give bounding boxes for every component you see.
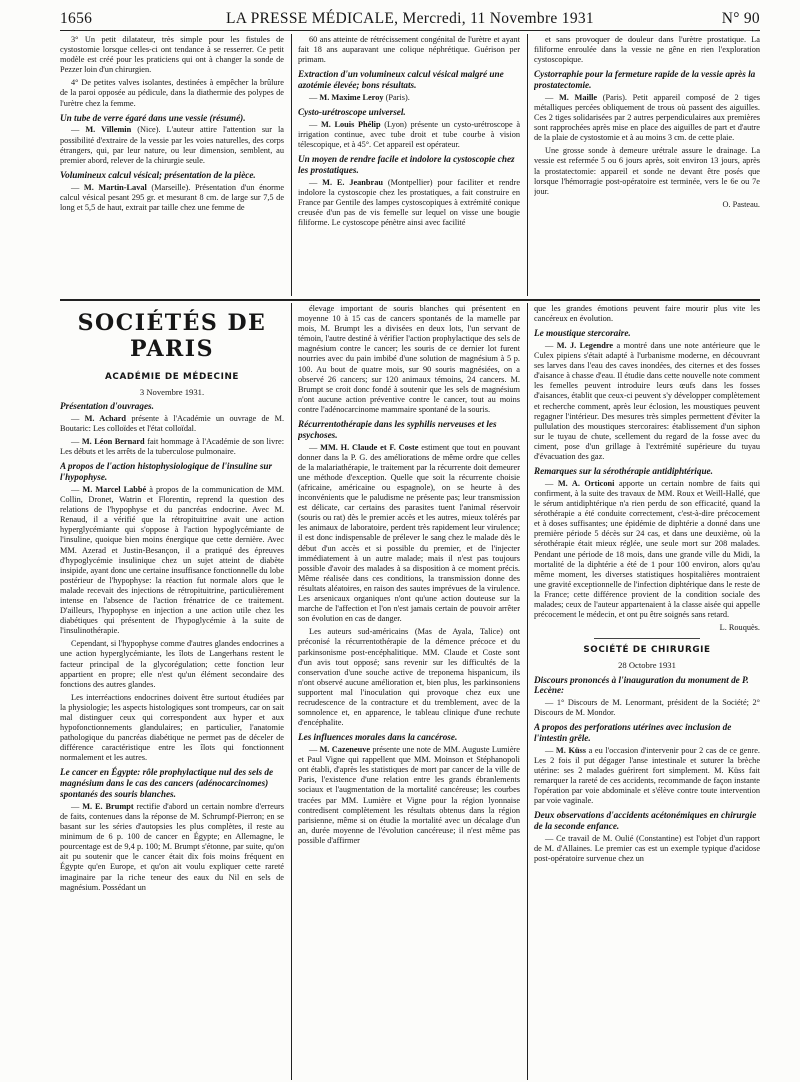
article-paragraph: — M. Louis Phélip (Lyon) présente un cysto-urétroscope à irrigation continue, avec tube droit et tube courbe à vision télescopique, et à 45°. Cet appareil est opérateur. [298,119,520,149]
article-text: présente une note de MM. Auguste Lumière et Paul Vigne qui rappellent que MM. Moinson et Stéphanopoli ont établi, d'après les statistiques de mort par cancer de la ville de Paris, l'existence d'une relation entre les grands ébranlements sociaux et l'augmentation de la mortalité cancéreuse; les courbes tracées par MM. Lumière et Vigne pour la région lyonnaise contredisent complètement les résultats obtenus dans la région parisienne, même si on étudie la mortalité avec un décalage d'un an, durée moyenne de l'évolution cancéreuse; il n'est même pas possible d'affirmer [298,745,520,845]
author-name: M. Léon Bernard [81,437,145,447]
session-date: 28 Octobre 1931 [618,660,676,671]
top-column-1 [60,35,284,295]
article-paragraph: — M. J. Legendre a montré dans une note antérieure que le Culex pipiens s'était adapté à l'urbanisme moderne, en découvrant ses larves dans l'eau des caves inondées, des citernes et des fosses d'aisance à chasse d'eau. Il étudie dans cette nouvelle note comment les femelles peuvent introduire leurs œufs dans les fosses d'aisances, établit que ceux-ci peuvent s'y développer complètement et recherche comment, après leur éclosion, les moustiques peuvent regagner l'intérieur. Des mesures très simples permettent d'éviter la pullulation des moustiques stercoraires: établissement d'un siphon sur le tuyau de chute, scellement du regard de la fosse avec du ciment, pose d'un grillage à l'extrémité supérieure du tuyau d'évacuation des gaz. [534,340,760,462]
author-name: M. J. Legendre [556,340,614,350]
article-paragraph: — 1° Discours de M. Lenormant, président de la Société; 2° Discours de M. Mondor. [534,698,760,718]
author-name: MM. H. Claude et F. Coste [320,442,419,452]
article-title: Remarques sur la sérothérapie antidiphtérique. [534,466,713,477]
header-rule [60,30,760,31]
article-title: A propos de l'action histophysiologique de l'insuline sur l'hypophyse. [60,461,273,483]
top-col1-articles [60,35,284,213]
article-paragraph [298,35,520,65]
article-paragraph [60,639,284,689]
author-name: M. Louis Phélip [320,119,381,129]
author-name: M. Maille [558,92,598,102]
author-name: M. E. Jeanbrau [322,177,383,187]
article-paragraph: — M. Martin-Laval (Marseille). Présentation d'un énorme calcul vésical pesant 295 gr. et mesurant 8 cm. de large sur 7,5 de long et 5,5 de haut, extrait par taille chez une femme de [60,182,284,212]
article-title: Volumineux calcul vésical; présentation de la pièce. [60,169,256,180]
article-text: (Marseille). Présentation d'un énorme calcul vésical pesant 295 gr. et mesurant 8 cm. de large sur 7,5 de long et 5,5 de haut, extrait par taille chez une femme de [60,182,284,212]
article-paragraph: — M. E. Jeanbrau (Montpellier) pour faciliter et rendre indolore la cystoscopie chez les prostatiques, a fait construire en France par Gentile des lampes cystoscopiques à extrémité conique creusée d'un pas de vis femelle sur lequel on visse une bougie filiforme. Le cystoscope pénètre ainsi avec facilité [298,177,520,228]
article-paragraph: — M. Maxime Leroy (Paris). [309,92,410,102]
column-rule [527,303,528,1080]
article-text: estiment que tout en pouvant donner dans la P. G. des améliorations de même ordre que celles de la malariathérapie, le traitement par la récurrente doit demeurer une méthode d'exception. Quelle que soit la récurrente choisie (africaine, américaine ou espagnole), on se heurte à des inconvénients que le paludisme ne présente pas; leur transmission est délicate, car certains des parasites tuent l'animal réservoir (souris ou rat) dès le premier accès et les autres, mieux tolérés par les animaux de laboratoire, perdent très rapidement leur virulence; il est donc indispensable de prélever le sang chez le malade dès le début d'un accès et si possible du premier, et de l'injecter immédiatement à un autre malade; mais il n'est pas toujours possible d'avoir des malades à sa disposition à ce moment précis. Même réalisée dans ces conditions, la transmission donne des résultats aléatoires, en raison des sautes imprévues de la virulence. Les arsenicaux organiques n'ont qu'une action douteuse sur la marche de l'affection et l'on n'est jamais certain de pouvoir arrêter son évolution en cas de danger. [298,442,520,624]
author-name: M. Villemin [85,125,132,135]
page-number: 1656 [60,10,93,27]
article-text: Cependant, si l'hypophyse comme d'autres glandes endocrines a une action hyperglycémiante, les îlots de Langerhans restent le facteur principal de la glycorégulation; cette fonction leur appartient en propre; elle n'est qu'un élément secondaire des fonctions des autres glandes. [60,639,284,689]
article-paragraph: — Ce travail de M. Oulié (Constantine) est l'objet d'un rapport de M. d'Allaines. Le premier cas est un exemple typique d'acidose post-opératoire survenue chez un [534,834,760,864]
issue-number: N° 90 [721,10,760,27]
article-text: fait hommage à l'Académie de son livre: Les débuts et les arrêts de la tuberculose pulmonaire. [60,437,284,457]
article-title: Récurrentothérapie dans les syphilis nerveuses et les psychoses. [298,419,497,440]
academie-col2-articles [298,304,520,846]
author-name: M. A. Orticoni [557,478,615,488]
academie-heading: ACADÉMIE DE MÉDECINE [104,372,240,382]
page-header [60,8,760,30]
author-name: M. Maxime Leroy [319,92,384,102]
article-paragraph [298,627,520,728]
article-text: Ce travail de M. Oulié (Constantine) est l'objet d'un rapport de M. d'Allaines. Le premier cas est un exemple typique d'acidose post-opératoire survenue chez un [534,834,760,864]
article-paragraph: — M. Maille (Paris). Petit appareil composé de 2 tiges métalliques percées obliquement de trous où passent des aiguilles. Ces 2 tiges solidarisées par 2 autres perpendiculaires aux premières sont rapprochées après mise en place des aiguilles de part et d'autre de la plaie de cystostomie et à au moins 3 cm. de cette plaie. [534,92,760,143]
article-paragraph [534,304,760,324]
societes-column-2 [298,304,520,1080]
article-paragraph: — M. A. Orticoni apporte un certain nombre de faits qui confirment, à la suite des travaux de MM. Roux et Weill-Hallé, que le sérum antidiphtérique n'a rien perdu de son efficacité, quand la sérothérapie a été conduite correctement, c'est-à-dire précocement et à doses suffisantes; une épidémie de diphtérie a donné dans une première période 5 décès sur 24 cas, et dans une deuxième, où la sérothérapie était mieux réglée, une seule mort sur 208 malades. Pendant une période de 18 mois, dans une grande ville du Midi, la mortalité de la diphtérie a été de 1 pour 100 environ, alors qu'au même moment, les diverses statistiques hospitalières montraient une gravité exceptionnelle de l'infection diphtérique dans le reste de la France; cette différence provient de la condition sociale des malades; ceux de l'auteur appartenaient à la classe aisée qui appelle précocement le médecin, et ont pu être soignés sans retard. [534,478,760,620]
article-text: a montré dans une note antérieure que le Culex pipiens s'était adapté à l'urbanisme moderne, en découvrant ses larves dans l'eau des caves inondées, des citernes et des fosses d'aisance à chasse d'eau. Il étudie dans cette nouvelle note comment les femelles peuvent introduire leurs œufs dans les fosses d'aisances, établit que ceux-ci peuvent s'y développer complètement et recherche comment, après leur éclosion, les moustiques peuvent regagner l'intérieur. Des mesures très simples permettent d'éviter la pullulation des moustiques stercoraires: établissement d'un siphon sur le tuyau de chute, scellement du regard de la fosse avec du ciment, pose d'un grillage à l'extrémité supérieure du tuyau d'évacuation des gaz. [534,340,760,462]
article-text: 60 ans atteinte de rétrécissement congénital de l'urètre et ayant fait 18 ans auparavant une colique néphrétique. Guérison per primam. [298,35,520,65]
article-text: rectifie d'abord un certain nombre d'erreurs de faits, contenues dans la réponse de M. Schrumpf-Pierron; en se basant sur les séries d'autopsies les plus complètes, il reste au minimum de 6 p. 100 de cancer en Égypte; en Allemagne, le pourcentage est de 9,4 p. 100; M. Brumpt s'étonne, par suite, qu'on ait pu soutenir que le cancer était dix fois moins fréquent en Égypte qu'en Europe, et qu'on ait voulu expliquer cette rareté imaginaire par la riche teneur des eaux du Nil en sels de magnésium. Possédant un [60,801,284,892]
societes-column-1 [60,304,284,1080]
section-rule [60,299,760,301]
article-text: apporte un certain nombre de faits qui confirment, à la suite des travaux de MM. Roux et Weill-Hallé, que le sérum antidiphtérique n'a rien perdu de son efficacité, quand la sérothérapie a été conduite correctement, c'est-à-dire précocement et à doses suffisantes; une épidémie de diphtérie a donné dans une première période 5 décès sur 24 cas, et dans une deuxième, où la sérothérapie était mieux réglée, une seule mort sur 208 malades. Pendant une période de 18 mois, dans une grande ville du Midi, la mortalité de la diphtérie a été de 1 pour 100 environ, alors qu'au même moment, les diverses statistiques hospitalières montraient une gravité exceptionnelle de l'infection diphtérique dans le reste de la France; cette différence provient de la condition sociale des malades; ceux de l'auteur appartenaient à la classe aisée qui appelle précocement le médecin, et ont pu être soignés sans retard. [534,478,760,620]
separator-rule [594,638,700,639]
article-title: Le moustique stercoraire. [534,328,631,339]
chirurgie-heading: SOCIÉTÉ DE CHIRURGIE [583,645,711,656]
column-rule [527,34,528,296]
column-rule [291,303,292,1080]
article-paragraph: — M. Villemin (Nice). L'auteur attire l'attention sur la possibilité d'extraire de la vessie par les voies naturelles, des corps étrangers, qui, par leur nature, ou leur dimension, semblent, au premier abord, relever de la chirurgie seule. [60,125,284,165]
top-col3-articles [534,35,760,197]
article-title: Deux observations d'accidents acétonémiques en chirurgie de la seconde enfance. [534,810,757,832]
author-name: M. E. Brumpt [82,801,134,811]
article-text: élevage important de souris blanches qui présentent en moyenne 10 à 15 cas de cancers spontanés de la mamelle par mois, M. Brumpt les a divisées en deux lots, l'un servant de témoin, l'autre destiné à vérifier l'action prophylactique des sels de magnésium contre le cancer; les souris de ce dernier lot furent nourries avec du pain imbibé d'une solution de magnésium à 5 p. 100. Au bout de quatre mois, sur 90 souris magnésiées, on a observé 26 cancers; sur 120 animaux témoins, 24 cancers. M. Brumpt se croit donc fondé à soutenir que les sels de magnésium n'ont aucune action préventive contre le cancer, tout au moins contre l'adénocarcinome mammaire spontané de la souris. [298,304,520,414]
article-title: Les influences morales dans la cancérose. [298,732,458,743]
article-text: (Nice). L'auteur attire l'attention sur la possibilité d'extraire de la vessie par les voies naturelles, des corps étrangers, qui, par leur nature, ou leur dimension, semblent, au premier abord, relever de la chirurgie seule. [60,125,284,165]
top-column-2 [298,35,520,295]
academie-col3-articles [534,304,760,620]
article-text: présente à l'Académie un ouvrage de M. Boutaric: Les colloïdes et l'état colloïdal. [60,413,284,434]
article-title: Un tube de verre égaré dans une vessie (résumé). [60,112,246,123]
article-text: a eu l'occasion d'intervenir pour 2 cas de ce genre. Les 2 fois il put dégager l'anse intestinale et suturer la brèche utérine: ses 2 malades guérirent fort simplement. M. Küss fait remarquer la rareté de ces accidents, recommande de façon instante l'opération par voie abdominale et s'élève contre toute intervention par voie vaginale. [534,745,760,806]
academie-col1-articles [60,401,284,893]
signature: L. Rouquès. [719,623,760,633]
article-paragraph [534,35,760,65]
article-title: Discours prononcés à l'inauguration du monument de P. Lecène: [534,674,749,696]
article-paragraph [60,78,284,108]
article-text: et sans provoquer de douleur dans l'urètre prostatique. La filiforme enroulée dans la vessie ne gêne en rien l'exploration cystoscopique. [534,35,760,65]
article-title: Présentation d'ouvrages. [60,401,154,412]
article-text: 3° Un petit dilatateur, très simple pour les fistules de cystostomie lorsque celles-ci ont tendance à se resserrer. Ce petit modèle est créé pour les praticiens qui ont à changer la sonde de Pezzer loin d'un chirurgien. [60,35,284,75]
article-paragraph: — M. Léon Bernard fait hommage à l'Académie de son livre: Les débuts et les arrêts de la tuberculose pulmonaire. [60,437,284,457]
session-date: 3 Novembre 1931. [139,387,205,398]
top-column-3 [534,35,760,295]
article-text: Une grosse sonde à demeure urétrale assure le drainage. La vessie est refermée 5 ou 6 jours après, soit environ 13 jours, après la prostatectomie: appareil et sonde ne devant être posés que lorsque l'hémorragie post-opératoire est terminée, vers le 6e ou 7e jour. [534,146,760,196]
article-text: (Montpellier) pour faciliter et rendre indolore la cystoscopie chez les prostatiques, a fait construire en France par Gentile des lampes cystoscopiques à extrémité conique creusée d'un pas de vis femelle sur lequel on visse une bougie filiforme. Le cystoscope pénètre ainsi avec facilité [298,177,520,228]
column-rule [291,34,292,296]
societes-column-3 [534,304,760,1080]
article-title: Cysto-urétroscope universel. [298,106,406,117]
article-paragraph: — M. Küss a eu l'occasion d'intervenir pour 2 cas de ce genre. Les 2 fois il put dégager l'anse intestinale et suturer la brèche utérine: ses 2 malades guérirent fort simplement. M. Küss fait remarquer la rareté de ces accidents, recommande de façon instante l'opération par voie abdominale et s'élève contre toute intervention par voie vaginale. [534,745,760,806]
author-name: M. Küss [555,745,586,755]
author-name: M. Marcel Labbé [82,484,147,494]
article-paragraph: — MM. H. Claude et F. Coste estiment que tout en pouvant donner dans la P. G. des améliorations de même ordre que celles de la malariathérapie, le traitement par la récurrente doit demeurer une méthode d'exception. Quelle que soit la récurrente choisie (africaine, américaine ou espagnole), on se heurte à des inconvénients que le paludisme ne présente pas; leur transmission est délicate, car certains des parasites tuent l'animal réservoir (souris ou rat) dès le premier accès et les autres, mieux tolérés par les animaux de laboratoire, perdent très rapidement leur virulence; il est donc indispensable de prélever le sang chez le malade dès le début d'un accès et si possible du premier, et de l'injecter immédiatement à un autre malade; mais il n'est pas toujours possible d'avoir des malades à sa disposition à ce moment précis. Même réalisée dans ces conditions, la transmission donne des résultats aléatoires, en raison des sautes imprévues de la virulence. Les arsenicaux organiques n'ont qu'une action douteuse sur la marche de l'affection et l'on n'est jamais certain de pouvoir arrêter son évolution en cas de danger. [298,442,520,624]
article-title: Le cancer en Égypte: rôle prophylactique nul des sels de magnésium dans le cas des cancers (adénocarcinomes) spontanés des souris blanches. [60,767,274,800]
article-paragraph [60,693,284,764]
article-paragraph [60,35,284,75]
article-title: A propos des perforations utérines avec inclusion de l'intestin grêle. [534,722,732,744]
article-paragraph [534,146,760,196]
journal-title: LA PRESSE MÉDICALE, Mercredi, 11 Novembre 1931 [226,10,594,27]
author-name: M. Martin-Laval [83,182,147,192]
article-paragraph: — M. Marcel Labbé à propos de la communication de MM. Collin, Dronet, Watrin et Florentin, reprend la question des relations de l'hypophyse et du pancréas endocrine. Avec M. Renaud, il a vérifié que la rétropituitrine avait une action hyperglycémiante qui s'oppose à l'action hypoglycémiante de l'insuline, quoique bien moins énergique que cette dernière. Avec MM. Azerad et Justin-Besançon, il a pratiqué des épreuves d'hypoglycémie insulinique chez un sujet atteint de diabète insipide, ayant donc une certaine insuffisance fonctionnelle du lobe postérieur de l'hypophyse: la réaction fut normale alors que le malade recevait des injections de rétropituitrine, particulièrement intense en l'absence de l'action frénatrice de ce traitement. D'ailleurs, l'hypophyse en injection a une action utile chez les diabétiques qui présentent de l'hypoglycémie à la suite de l'insulinothérapie. [60,484,284,636]
article-text: 1° Discours de M. Lenormant, président de la Société; 2° Discours de M. Mondor. [534,698,760,718]
article-text: (Paris). [385,92,410,102]
article-text: à propos de la communication de MM. Collin, Dronet, Watrin et Florentin, reprend la question des relations de l'hypophyse et du pancréas endocrine. Avec M. Renaud, il a vérifié que la rétropituitrine avait une action hyperglycémiante qui s'oppose à l'action hypoglycémiante de l'insuline, quoique bien moins énergique que cette dernière. Avec MM. Azerad et Justin-Besançon, il a pratiqué des épreuves d'hypoglycémie insulinique chez un sujet atteint de diabète insipide, ayant donc une certaine insuffisance fonctionnelle du lobe postérieur de l'hypophyse: la réaction fut normale alors que le malade recevait des injections de rétropituitrine, particulièrement intense en l'absence de l'action frénatrice de ce traitement. D'ailleurs, l'hypophyse en injection a une action utile chez les diabétiques qui présentent de l'hypoglycémie à la suite de l'insulinothérapie. [60,484,284,636]
article-title: Extraction d'un volumineux calcul vésical malgré une azotémie élevée; bons résultats. [298,69,504,91]
article-text: que les grandes émotions peuvent faire mourir plus vite les cancéreux en évolution. [534,304,760,324]
article-paragraph: — M. Achard présente à l'Académie un ouvrage de M. Boutaric: Les colloïdes et l'état colloïdal. [60,413,284,434]
signature: O. Pasteau. [722,199,760,209]
article-text: (Paris). Petit appareil composé de 2 tiges métalliques percées obliquement de trous où passent des aiguilles. Ces 2 tiges solidarisées par 2 autres perpendiculaires aux premières sont rapprochées après mise en place des aiguilles de part et d'autre de la plaie de cystostomie et à au moins 3 cm. de cette plaie. [534,92,760,143]
article-title: Un moyen de rendre facile et indolore la cystoscopie chez les prostatiques. [298,154,515,175]
article-text: Les interréactions endocrines doivent être surtout étudiées par la physiologie; les aspects histologiques sont trompeurs, car on sait mal distinguer ceux qui correspondent aux hyper et aux hypofonctionnements glandulaires; en particulier, l'anatomie pathologique du pancréas diabétique ne permet pas de déceler de différence caractéristique entre les îlots qui fonctionnent normalement et les autres. [60,692,284,763]
section-banner: SOCIÉTÉS DE PARIS [77,310,267,362]
article-paragraph [298,304,520,415]
article-title: Cystorraphie pour la fermeture rapide de la vessie après la prostatectomie. [534,69,756,91]
article-text: 4° De petites valves isolantes, destinées à empêcher la brûlure de la paroi opposée au pédicule, dans la diathermie des polypes de l'urètre chez la femme. [60,78,284,108]
top-col2-articles [298,35,520,228]
chirurgie-articles [534,675,760,865]
author-name: M. Achard [84,413,127,423]
article-text: (Lyon) présente un cysto-urétroscope à irrigation continue, avec tube droit et tube courbe à vision télescopique, et à 45°. Cet appareil est opérateur. [298,119,520,149]
article-paragraph: — M. E. Brumpt rectifie d'abord un certain nombre d'erreurs de faits, contenues dans la réponse de M. Schrumpf-Pierron; en se basant sur les séries d'autopsies les plus complètes, il reste au minimum de 6 p. 100 de cancer en Égypte; en Allemagne, le pourcentage est de 9,4 p. 100; M. Brumpt s'étonne, par suite, qu'on ait pu soutenir que le cancer était dix fois moins fréquent en Égypte qu'en Europe, et qu'on ait voulu expliquer cette rareté imaginaire par la riche teneur des eaux du Nil en sels de magnésium. Possédant un [60,801,284,892]
author-name: M. Cazeneuve [319,745,371,755]
article-text: Les auteurs sud-américains (Mas de Ayala, Talice) ont préconisé la récurrentothérapie de la démence précoce et du parkinsonisme post-encéphalitique. MM. Claude et Coste sont d'un avis tout opposé; sans revenir sur les difficultés de la conservation d'une souche active de treponema hispanicum, ils n'ont observé aucune amélioration et, bien plus, les parkinsoniens supportent mal l'inoculation qui provoque chez eux une recrudescence de la contracture et du tremblement, avec de la somnolence et, en apparence, le tableau clinique d'une rechute d'encéphalite. [298,627,520,728]
article-paragraph: — M. Cazeneuve présente une note de MM. Auguste Lumière et Paul Vigne qui rappellent que MM. Moinson et Stéphanopoli ont établi, d'après les statistiques de mort par cancer de la ville de Paris, l'existence d'une relation entre les grands ébranlements sociaux et l'augmentation de la mortalité cancéreuse; les courbes tracées par MM. Lumière et Vigne pour la région lyonnaise contredisent complètement les résultats obtenus dans la région parisienne, même si on étudie la mortalité avec un décalage d'un an, durée moyenne de l'évolution cancéreuse; il n'est même pas possible d'affirmer [298,745,520,845]
